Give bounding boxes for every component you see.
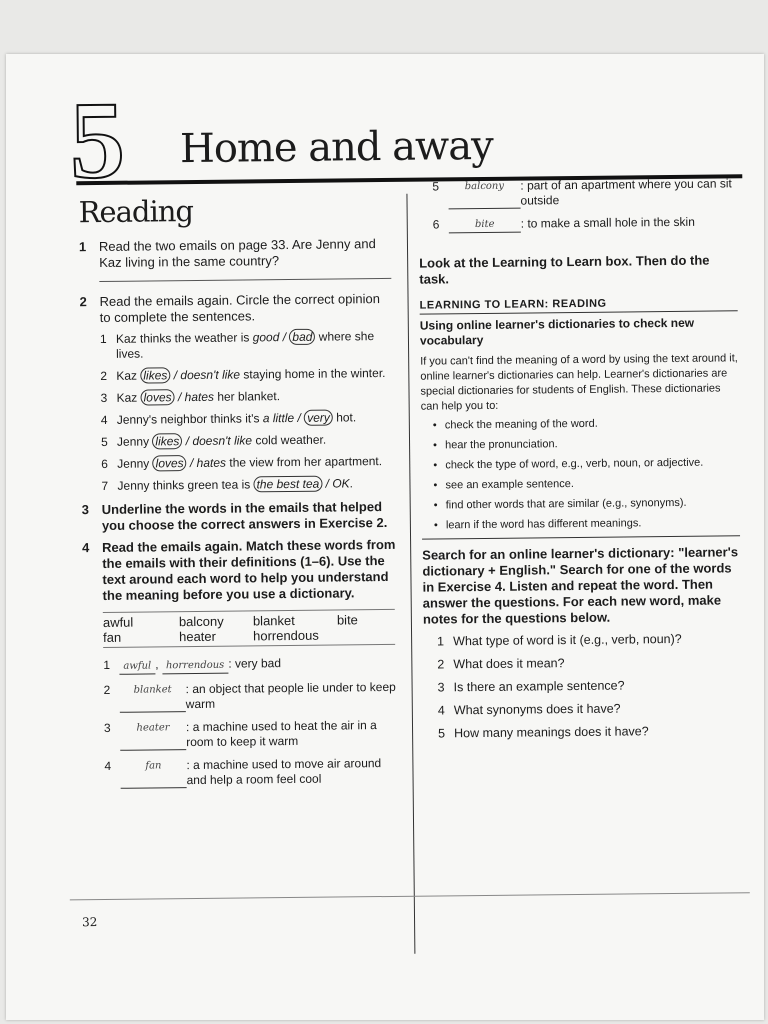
sentence-item bbox=[100, 366, 394, 384]
sentence-number: 1 bbox=[99, 331, 107, 346]
exercise-instruction: Underline the words in the emails that helped you choose the correct answers in Exercise 2. bbox=[101, 499, 388, 533]
match-number: 6 bbox=[432, 217, 440, 232]
sentence-prefix: Jenny's neighbor thinks it's bbox=[116, 411, 263, 427]
word-box bbox=[103, 609, 395, 648]
exercise-instruction: Read the emails again. Match these words from the emails with their definitions (1–6). Use the text around each word to help you understand the meaning before you use a dictionary. bbox=[102, 536, 396, 603]
option-b[interactable]: doesn't like bbox=[180, 367, 241, 383]
question-item bbox=[437, 653, 741, 672]
sentence-item bbox=[101, 410, 395, 428]
sentence-item bbox=[100, 388, 394, 406]
handwritten-answer[interactable]: horrendous bbox=[162, 658, 229, 675]
sentence-item bbox=[101, 476, 395, 494]
exercise-4 bbox=[76, 537, 397, 604]
match-item bbox=[433, 214, 737, 233]
sentence-suffix: . bbox=[349, 476, 354, 491]
bullet-item: • check the meaning of the word. bbox=[433, 415, 739, 432]
bullet-item: • learn if the word has different meanings. bbox=[434, 515, 740, 532]
sentence-prefix: Jenny bbox=[116, 434, 153, 449]
sentence-number: 7 bbox=[101, 478, 109, 493]
sentence-prefix: Kaz bbox=[116, 368, 141, 383]
match-item bbox=[104, 756, 398, 789]
sentence-prefix: Kaz bbox=[116, 390, 141, 405]
match-item bbox=[104, 718, 398, 751]
sentence-item bbox=[101, 454, 395, 472]
word-box-word: awful bbox=[102, 614, 134, 630]
page-number: 32 bbox=[81, 915, 98, 930]
option-b[interactable]: OK bbox=[332, 476, 350, 491]
exercise-number: 2 bbox=[79, 294, 87, 310]
handwritten-answer[interactable]: blanket bbox=[120, 682, 186, 713]
sentence-text bbox=[117, 410, 357, 428]
option-a[interactable]: loves bbox=[153, 455, 187, 471]
question-number: 2 bbox=[437, 657, 445, 672]
exercise-instruction: Read the two emails on page 33. Are Jenny and Kaz living in the same country? bbox=[98, 236, 376, 270]
match-definition: : a machine used to move air around and help a room feel cool bbox=[186, 756, 382, 788]
footer-rule bbox=[70, 892, 750, 900]
question-text: What type of word is it (e.g., verb, noun)? bbox=[453, 631, 682, 649]
question-text: What synonyms does it have? bbox=[453, 701, 621, 718]
sentence-number: 3 bbox=[100, 390, 108, 405]
sentence-suffix: hot. bbox=[332, 410, 357, 425]
option-a[interactable]: likes bbox=[140, 367, 170, 383]
section-title: Reading bbox=[78, 194, 194, 230]
handwritten-answer[interactable]: fan bbox=[120, 758, 186, 789]
learning-box-intro: If you can't find the meaning of a word by using the text around it, online learner's dictionaries can help. Learner's dictionaries are special dictionaries for students of English. These dictionaries can help you to: bbox=[420, 352, 738, 413]
question-list bbox=[437, 630, 742, 741]
question-number: 3 bbox=[437, 680, 445, 695]
look-instruction: Look at the Learning to Learn box. Then do the task. bbox=[419, 252, 710, 287]
learning-box-title: LEARNING TO LEARN: READING bbox=[420, 296, 738, 314]
exercise-2 bbox=[73, 291, 393, 326]
match-definition: : a machine used to heat the air in a room to keep it warm bbox=[185, 718, 377, 750]
word-box-word: bite bbox=[336, 612, 358, 628]
column-divider bbox=[406, 194, 415, 954]
option-a[interactable]: a little bbox=[262, 410, 295, 426]
option-b[interactable]: bad bbox=[289, 329, 315, 345]
sentence-text bbox=[116, 389, 280, 406]
option-separator: / bbox=[170, 368, 181, 383]
exercise-3 bbox=[76, 499, 396, 534]
learning-box-bullets bbox=[433, 415, 740, 532]
bullet-item: • hear the pronunciation. bbox=[433, 435, 739, 452]
bullet-item: • find other words that are similar (e.g., synonyms). bbox=[434, 495, 740, 512]
sentence-text bbox=[117, 476, 353, 493]
option-a[interactable]: loves bbox=[140, 389, 174, 405]
exercise-instruction: Read the emails again. Circle the correct opinion to complete the sentences. bbox=[99, 291, 380, 325]
question-item bbox=[438, 722, 742, 741]
sentence-text bbox=[116, 329, 394, 362]
sentence-text bbox=[116, 366, 385, 384]
sentence-suffix: staying home in the winter. bbox=[239, 365, 386, 382]
match-definition: : to make a small hole in the skin bbox=[520, 214, 695, 231]
bullet-item: • check the type of word, e.g., verb, noun, or adjective. bbox=[433, 455, 739, 472]
option-a[interactable]: the best tea bbox=[253, 476, 322, 493]
match-number: 3 bbox=[103, 720, 111, 735]
question-item bbox=[437, 630, 741, 649]
word-box-word: blanket bbox=[252, 612, 295, 629]
sentence-number: 2 bbox=[100, 368, 108, 383]
answer-line[interactable] bbox=[99, 278, 391, 282]
sentence-number: 5 bbox=[100, 434, 108, 449]
handwritten-answer[interactable]: heater bbox=[120, 720, 186, 751]
option-b[interactable]: hates bbox=[184, 389, 215, 405]
sentence-number: 6 bbox=[101, 456, 109, 471]
word-box-word: balcony bbox=[178, 613, 224, 630]
question-item bbox=[438, 699, 742, 718]
unit-title: Home and away bbox=[179, 122, 493, 173]
match-definition: : part of an apartment where you can sit outside bbox=[520, 176, 732, 208]
page-content bbox=[1, 50, 768, 1024]
match-definition: : an object that people lie under to keep warm bbox=[185, 679, 396, 712]
left-column bbox=[72, 184, 398, 797]
sentence-prefix: Kaz thinks the weather is bbox=[115, 330, 253, 346]
sentence-number: 4 bbox=[100, 412, 108, 427]
match-item bbox=[104, 680, 398, 713]
option-a[interactable]: good bbox=[252, 330, 280, 345]
right-column bbox=[418, 176, 742, 748]
sentence-text bbox=[117, 433, 326, 450]
handwritten-answer[interactable]: bite bbox=[449, 217, 521, 234]
exercise-number: 4 bbox=[82, 540, 90, 556]
exercise-number: 3 bbox=[81, 502, 90, 518]
option-b[interactable]: hates bbox=[196, 455, 227, 470]
question-text: What does it mean? bbox=[453, 656, 565, 672]
exercise-2-items bbox=[100, 329, 396, 494]
sentence-prefix: Jenny bbox=[117, 456, 153, 471]
sentence-suffix: the view from her apartment. bbox=[225, 454, 383, 470]
sentence-suffix: her blanket. bbox=[213, 389, 281, 404]
handwritten-answer[interactable]: awful bbox=[119, 658, 155, 674]
sentence-suffix: cold weather. bbox=[252, 432, 327, 448]
match-number: 1 bbox=[103, 657, 111, 672]
option-separator: / bbox=[186, 455, 197, 471]
exercise-1 bbox=[73, 236, 393, 271]
handwritten-answer[interactable]: balcony bbox=[448, 179, 520, 210]
word-box-word: heater bbox=[178, 628, 217, 645]
match-item bbox=[432, 176, 736, 209]
option-separator: / bbox=[182, 434, 193, 449]
question-item bbox=[438, 676, 742, 695]
question-number: 4 bbox=[437, 703, 445, 718]
sentence-item bbox=[101, 432, 395, 450]
question-text: How many meanings does it have? bbox=[454, 724, 649, 741]
option-separator: / bbox=[279, 330, 290, 345]
exercise-number: 1 bbox=[78, 239, 87, 255]
question-text: Is there an example sentence? bbox=[453, 678, 625, 695]
sentence-prefix: Jenny thinks green tea is bbox=[117, 477, 254, 493]
task-instruction: Search for an online learner's dictionary: "learner's dictionary + English." Search for one of the words in Exercise 4. Listen and repeat the word. Then answer the questions. For each new word, make notes for the questions below. bbox=[422, 544, 739, 627]
option-separator: / bbox=[322, 476, 333, 491]
workbook-page bbox=[6, 54, 764, 1020]
bullet-item: • see an example sentence. bbox=[433, 475, 739, 492]
option-b[interactable]: doesn't like bbox=[192, 433, 253, 449]
match-number: 4 bbox=[104, 758, 112, 773]
match-definition: : very bad bbox=[228, 656, 282, 671]
word-box-word: fan bbox=[102, 629, 122, 645]
match-number: 5 bbox=[432, 179, 440, 194]
word-box-row bbox=[103, 627, 395, 645]
question-number: 1 bbox=[437, 634, 445, 649]
sentence-item bbox=[100, 329, 394, 362]
option-a[interactable]: likes bbox=[152, 433, 182, 449]
word-box-word: horrendous bbox=[252, 627, 319, 644]
sentence-suffix: where she lives. bbox=[116, 329, 375, 361]
box-rule bbox=[422, 535, 740, 539]
word-box-row bbox=[103, 612, 395, 630]
option-separator: / bbox=[294, 410, 305, 425]
option-separator: / bbox=[174, 390, 185, 405]
match-number: 2 bbox=[103, 682, 111, 697]
option-b[interactable]: very bbox=[304, 410, 333, 426]
match-item: 1 awful , horrendous : very bad bbox=[103, 655, 397, 675]
sentence-text bbox=[117, 454, 382, 472]
unit-number: 5 bbox=[69, 78, 126, 202]
question-number: 5 bbox=[438, 726, 446, 741]
learning-box-subtitle: Using online learner's dictionaries to check new vocabulary bbox=[419, 315, 695, 348]
